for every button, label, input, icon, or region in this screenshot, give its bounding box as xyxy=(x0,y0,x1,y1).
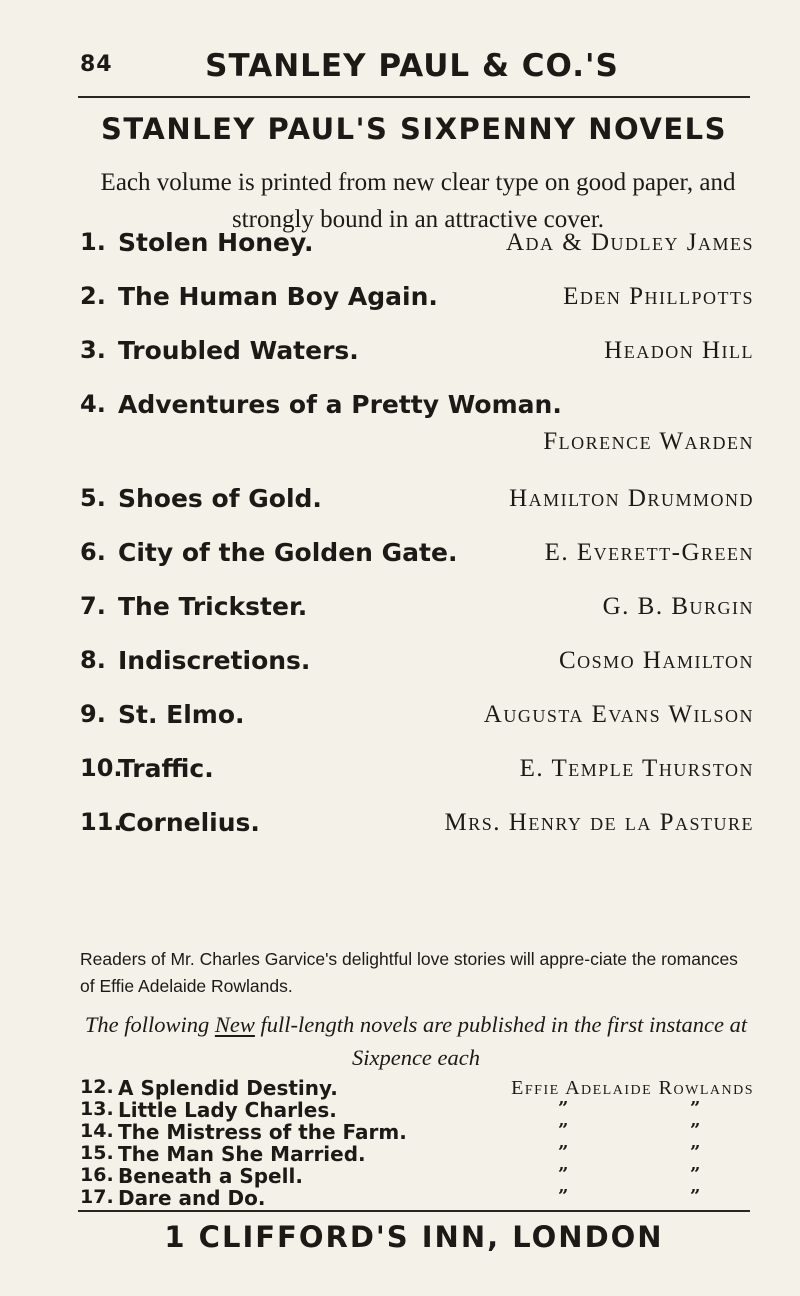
header-rule xyxy=(78,96,750,98)
item-number: 12. xyxy=(80,1076,114,1098)
novel-title: Dare and Do. xyxy=(118,1186,266,1210)
item-number: 16. xyxy=(80,1164,114,1186)
item-number: 7. xyxy=(80,592,106,620)
footer-rule xyxy=(78,1210,750,1212)
novel-author: E. Temple Thurston xyxy=(519,755,754,782)
note-text-new: New xyxy=(214,1012,255,1037)
list-item xyxy=(78,1186,754,1208)
item-number: 14. xyxy=(80,1120,114,1142)
ditto-mark: ” xyxy=(558,1142,569,1163)
list-item xyxy=(78,390,754,430)
list-item xyxy=(78,592,754,632)
list-item xyxy=(78,1076,754,1098)
ditto-mark: ” xyxy=(558,1120,569,1141)
item-number: 1. xyxy=(80,228,106,256)
item-number: 17. xyxy=(80,1186,114,1208)
item-number: 11. xyxy=(80,808,123,836)
item-number: 2. xyxy=(80,282,106,310)
new-novels-note xyxy=(78,1008,754,1074)
intro-text: Each volume is printed from new clear type on good paper, and strongly bound in an attractive cover. xyxy=(100,169,736,233)
novel-title: St. Elmo. xyxy=(118,700,245,729)
novel-author: Florence Warden xyxy=(543,428,754,455)
item-number: 6. xyxy=(80,538,106,566)
page-number: 84 xyxy=(80,52,113,77)
running-title: STANLEY PAUL & CO.'S xyxy=(205,48,619,84)
novel-title: The Mistress of the Farm. xyxy=(118,1120,407,1144)
ditto-mark: ” xyxy=(690,1142,701,1163)
item-number: 4. xyxy=(80,390,106,418)
item-number: 10. xyxy=(80,754,123,782)
novel-title: The Man She Married. xyxy=(118,1142,366,1166)
item-number: 5. xyxy=(80,484,106,512)
item-number: 3. xyxy=(80,336,106,364)
readers-note: Readers of Mr. Charles Garvice's delightful love stories will appre-ciate the romances of Effie Adelaide Rowlands. xyxy=(80,949,738,996)
ditto-mark: ” xyxy=(558,1186,569,1207)
note-text-after: full-length novels are published in the first instance at Sixpence each xyxy=(254,1012,748,1070)
novel-author: Ada & Dudley James xyxy=(505,229,754,256)
list-item xyxy=(78,1098,754,1120)
novel-author: Mrs. Henry de la Pasture xyxy=(444,809,754,836)
item-number: 9. xyxy=(80,700,106,728)
novel-title: Little Lady Charles. xyxy=(118,1098,337,1122)
novel-title: The Human Boy Again. xyxy=(118,282,438,311)
novel-author: Eden Phillpotts xyxy=(563,283,754,310)
novel-author: E. Everett-Green xyxy=(544,539,754,566)
ditto-mark: ” xyxy=(558,1098,569,1119)
novel-title: Troubled Waters. xyxy=(118,336,359,365)
page-header xyxy=(78,48,746,98)
ditto-mark: ” xyxy=(558,1164,569,1185)
list-item xyxy=(78,700,754,740)
novel-title: Shoes of Gold. xyxy=(118,484,322,513)
note-text-before: The following xyxy=(84,1012,215,1037)
item-number: 15. xyxy=(80,1142,114,1164)
novel-title: Cornelius. xyxy=(118,808,260,837)
novel-title: Traffic. xyxy=(118,754,214,783)
novel-author: Cosmo Hamilton xyxy=(558,647,754,674)
list-item xyxy=(78,484,754,524)
novel-title: A Splendid Destiny. xyxy=(118,1076,338,1100)
list-item xyxy=(78,336,754,376)
list-item xyxy=(78,1142,754,1164)
list-item xyxy=(78,228,754,268)
novel-title: Beneath a Spell. xyxy=(118,1164,303,1188)
novel-title: Indiscretions. xyxy=(118,646,311,675)
list-item xyxy=(78,538,754,578)
novel-author: G. B. Burgin xyxy=(602,593,754,620)
list-item xyxy=(78,282,754,322)
ditto-mark: ” xyxy=(690,1186,701,1207)
section-title: STANLEY PAUL'S SIXPENNY NOVELS xyxy=(100,112,728,146)
list-item xyxy=(78,754,754,794)
list-item xyxy=(78,1164,754,1186)
item-number: 13. xyxy=(80,1098,114,1120)
list-item-continuation xyxy=(78,428,754,468)
ditto-mark: ” xyxy=(690,1120,701,1141)
novel-author: Hamilton Drummond xyxy=(509,485,754,512)
item-number: 8. xyxy=(80,646,106,674)
novel-title: City of the Golden Gate. xyxy=(118,538,458,567)
list-item xyxy=(78,646,754,686)
novel-author: Effie Adelaide Rowlands xyxy=(511,1077,754,1099)
novel-title: Adventures of a Pretty Woman. xyxy=(118,390,562,419)
publisher-address: 1 CLIFFORD'S INN, LONDON xyxy=(164,1220,664,1254)
novel-title: The Trickster. xyxy=(118,592,308,621)
novel-author: Augusta Evans Wilson xyxy=(483,701,754,728)
novel-title: Stolen Honey. xyxy=(118,228,314,257)
list-item xyxy=(78,1120,754,1142)
list-item xyxy=(78,808,754,848)
novel-author: Headon Hill xyxy=(604,337,754,364)
ditto-mark: ” xyxy=(690,1098,701,1119)
ditto-mark: ” xyxy=(690,1164,701,1185)
